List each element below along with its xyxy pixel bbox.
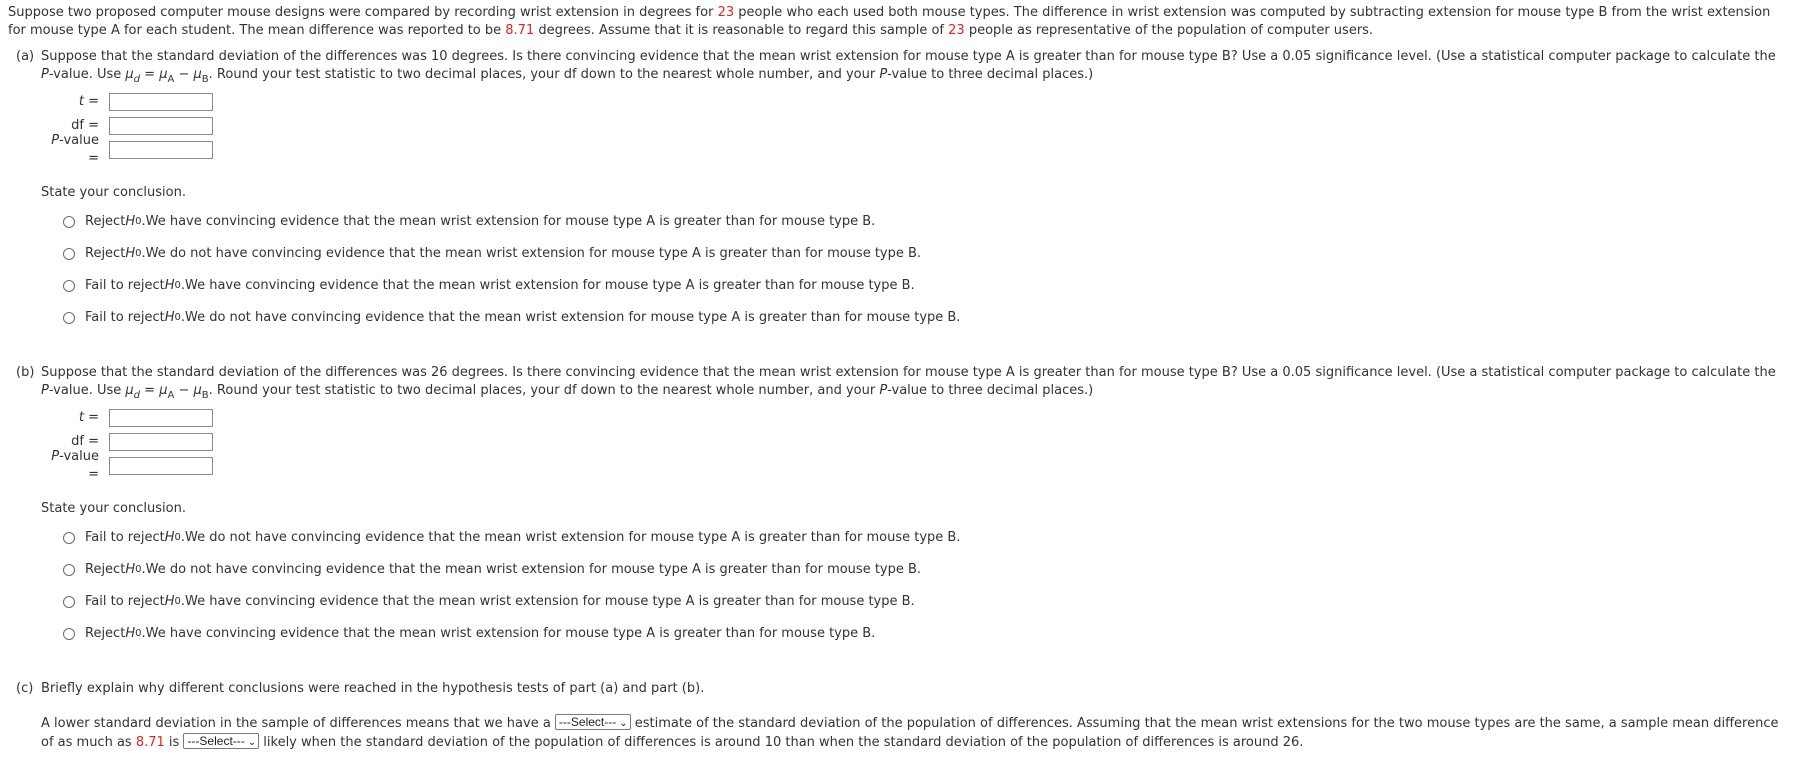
radio-button[interactable] [63, 248, 75, 260]
option-text: We do not have convincing evidence that the mean wrist extension for mouse type A is greater than for mouse type B. [145, 562, 922, 577]
intro-text: degrees. Assume that it is reasonable to regard this sample of [534, 23, 949, 38]
radio-button[interactable] [63, 596, 75, 608]
option-text: We have convincing evidence that the mean wrist extension for mouse type A is greater than for mouse type B. [185, 278, 915, 293]
part-b-options [41, 522, 1787, 650]
spacer [8, 650, 1787, 676]
explanation-text: estimate of the standard deviation of the population of differences. Assuming that the mean wrist extensions for the two mouse types are the same, a sample mean difference of as much as [41, 716, 1779, 750]
p-symbol: P [51, 449, 60, 464]
period: . [141, 246, 146, 261]
df-text: df [71, 434, 84, 449]
likelihood-select[interactable] [183, 733, 259, 749]
question-text: Suppose that the standard deviation of the differences was 10 degrees. Is there convincing evidence that the mean wrist extension for mouse type A is greater than for mouse type B? Use a 0.05 significance level. (Use a statistical computer package to calculate the [41, 49, 1776, 64]
part-b-option-2[interactable]: Reject H 0 . We do not have convincing evidence that the mean wrist extension for mouse type A is greater than for mouse type B. [41, 554, 1787, 586]
explanation-text: likely when the standard deviation of the population of differences is around 10 than when the standard deviation of the population of differences is around 26. [259, 735, 1304, 750]
t-field-row [41, 90, 1787, 114]
pvalue-label [41, 448, 109, 484]
part-b-fields [41, 406, 1787, 482]
pvalue-label [41, 132, 109, 168]
option-text: We have convincing evidence that the mean wrist extension for mouse type A is greater than for mouse type B. [145, 626, 876, 641]
part-a-body [41, 48, 1787, 334]
question-text: -value to three decimal places.) [887, 383, 1094, 398]
part-b-option-1[interactable]: Fail to reject H 0 . We do not have convincing evidence that the mean wrist extension for mouse type A is greater than for mouse type B. [41, 522, 1787, 554]
subscript-b: B [201, 390, 209, 401]
part-b-pvalue-input[interactable] [109, 457, 213, 475]
option-lead: Fail to reject [85, 594, 165, 609]
intro-text: people who each used both mouse types. The difference in wrist extension was computed by subtracting extension for mouse type B from the wrist extension for mouse type A for each student. The mean difference was reported to be [8, 5, 1771, 38]
subscript-a: A [167, 390, 175, 401]
h-symbol: H [164, 530, 175, 545]
h-symbol: H [164, 278, 175, 293]
part-a-question [41, 48, 1787, 84]
option-lead: Reject [85, 626, 126, 641]
equals-sign: = [88, 434, 99, 449]
question-text: Suppose that the standard deviation of the differences was 26 degrees. Is there convincing evidence that the mean wrist extension for mouse type A is greater than for mouse type B? Use a 0.05 significance level. (Use a statistical computer package to calculate the [41, 365, 1776, 380]
mu-symbol: μ [159, 67, 168, 82]
p-symbol: P [879, 67, 888, 82]
subscript-d: d [133, 390, 141, 401]
pvalue-field-row [41, 133, 1787, 166]
p-symbol: P [51, 133, 60, 148]
intro-paragraph [8, 4, 1787, 40]
part-b [8, 364, 1787, 650]
part-b-body [41, 364, 1787, 650]
t-symbol: t [78, 410, 84, 425]
mu-symbol: μ [125, 67, 134, 82]
part-c-question: Briefly explain why different conclusions were reached in the hypothesis tests of part (a) and part (b). [41, 681, 705, 696]
h-symbol: H [164, 594, 175, 609]
h-symbol: H [125, 562, 136, 577]
subscript-a: A [167, 74, 175, 85]
pvalue-text: -value [59, 133, 99, 148]
mu-symbol: μ [125, 383, 134, 398]
part-c-explanation [41, 714, 1787, 752]
part-a-option-1[interactable]: Reject H 0 . We have convincing evidence that the mean wrist extension for mouse type A is greater than for mouse type B. [41, 206, 1787, 238]
radio-button[interactable] [63, 216, 75, 228]
chevron-down-icon: ⌄ [619, 718, 628, 729]
equals-sign: = [88, 118, 99, 133]
mu-symbol: μ [159, 383, 168, 398]
part-a-label: (a) [16, 49, 35, 64]
option-text: We do not have convincing evidence that the mean wrist extension for mouse type A is greater than for mouse type B. [185, 530, 961, 545]
intro-text: people as representative of the population of computer users. [964, 23, 1374, 38]
t-symbol: t [78, 94, 84, 109]
question-text: -value to three decimal places.) [887, 67, 1094, 82]
period: . [141, 626, 146, 641]
option-lead: Fail to reject [85, 310, 165, 325]
equals-sign: = [140, 383, 160, 398]
part-c-body [41, 680, 1787, 752]
option-text: We do not have convincing evidence that the mean wrist extension for mouse type A is greater than for mouse type B. [145, 246, 922, 261]
sample-size-value: 23 [717, 5, 735, 20]
subscript-b: B [201, 74, 209, 85]
option-text: We do not have convincing evidence that the mean wrist extension for mouse type A is greater than for mouse type B. [185, 310, 961, 325]
option-lead: Fail to reject [85, 530, 165, 545]
question-text: -value. Use [48, 67, 126, 82]
question-text: . Round your test statistic to two decimal places, your df down to the nearest whole number, and your [208, 67, 880, 82]
radio-button[interactable] [63, 312, 75, 324]
part-b-df-input[interactable] [109, 433, 213, 451]
df-field-row [41, 430, 1787, 454]
equals-sign: = [88, 94, 99, 109]
equals-sign: = [88, 410, 99, 425]
explanation-text: is [164, 735, 184, 750]
h-symbol: H [125, 626, 136, 641]
question-text: . Round your test statistic to two decimal places, your df down to the nearest whole number, and your [208, 383, 880, 398]
part-b-option-3[interactable]: Fail to reject H 0 . We have convincing evidence that the mean wrist extension for mouse type A is greater than for mouse type B. [41, 586, 1787, 618]
part-a-fields [41, 90, 1787, 166]
period: . [141, 562, 146, 577]
part-b-question [41, 364, 1787, 400]
mean-difference-value: 8.71 [135, 735, 165, 750]
part-a [8, 48, 1787, 334]
p-symbol: P [879, 383, 888, 398]
equals-sign: = [88, 151, 99, 166]
part-a-conclusion-heading: State your conclusion. [41, 185, 186, 200]
select-value: ---Select--- [558, 715, 617, 729]
part-b-t-input[interactable] [109, 409, 213, 427]
explanation-text: A lower standard deviation in the sample of differences means that we have a [41, 716, 555, 731]
period: . [180, 530, 185, 545]
part-b-conclusion-heading: State your conclusion. [41, 501, 186, 516]
radio-button[interactable] [63, 628, 75, 640]
period: . [180, 594, 185, 609]
estimate-quality-select[interactable] [555, 714, 631, 730]
equals-sign: = [88, 467, 99, 482]
mu-symbol: μ [193, 67, 202, 82]
pvalue-text: -value [59, 449, 99, 464]
t-field-row [41, 406, 1787, 430]
t-label [41, 409, 109, 427]
minus-sign: − [174, 67, 194, 82]
h-symbol: H [164, 310, 175, 325]
part-c [8, 680, 1787, 752]
part-b-label: (b) [16, 365, 35, 380]
mean-difference-value: 8.71 [505, 23, 535, 38]
part-a-t-input[interactable] [109, 93, 213, 111]
spacer [8, 334, 1787, 360]
option-text: We have convincing evidence that the mean wrist extension for mouse type A is greater than for mouse type B. [185, 594, 915, 609]
t-label [41, 93, 109, 111]
minus-sign: − [174, 383, 194, 398]
chevron-down-icon: ⌄ [247, 737, 257, 748]
option-lead: Reject [85, 214, 126, 229]
pvalue-field-row [41, 449, 1787, 482]
part-c-label: (c) [16, 681, 34, 696]
part-b-option-4[interactable]: Reject H 0 . We have convincing evidence that the mean wrist extension for mouse type A is greater than for mouse type B. [41, 618, 1787, 650]
h-symbol: H [125, 246, 136, 261]
mu-symbol: μ [193, 383, 202, 398]
equals-sign: = [140, 67, 160, 82]
p-symbol: P [41, 67, 49, 82]
df-text: df [71, 118, 84, 133]
period: . [141, 214, 146, 229]
radio-button[interactable] [63, 280, 75, 292]
option-lead: Reject [85, 562, 126, 577]
part-a-pvalue-input[interactable] [109, 141, 213, 159]
part-a-option-4[interactable]: Fail to reject H 0 . We do not have convincing evidence that the mean wrist extension for mouse type A is greater than for mouse type B. [41, 302, 1787, 334]
h-symbol: H [125, 214, 136, 229]
period: . [180, 278, 185, 293]
part-a-option-3[interactable]: Fail to reject H 0 . We have convincing evidence that the mean wrist extension for mouse type A is greater than for mouse type B. [41, 270, 1787, 302]
select-value: ---Select--- [187, 734, 245, 748]
part-a-option-2[interactable]: Reject H 0 . We do not have convincing evidence that the mean wrist extension for mouse type A is greater than for mouse type B. [41, 238, 1787, 270]
option-lead: Reject [85, 246, 126, 261]
sample-size-value: 23 [948, 23, 965, 38]
df-field-row [41, 114, 1787, 138]
subscript-d: d [133, 74, 141, 85]
period: . [180, 310, 185, 325]
part-a-options [41, 206, 1787, 334]
intro-text: Suppose two proposed computer mouse designs were compared by recording wrist extension in degrees for [8, 5, 718, 20]
option-lead: Fail to reject [85, 278, 165, 293]
question-text: -value. Use [48, 383, 126, 398]
p-symbol: P [41, 383, 49, 398]
radio-button[interactable] [63, 564, 75, 576]
option-text: We have convincing evidence that the mean wrist extension for mouse type A is greater than for mouse type B. [145, 214, 876, 229]
part-a-df-input[interactable] [109, 117, 213, 135]
radio-button[interactable] [63, 532, 75, 544]
